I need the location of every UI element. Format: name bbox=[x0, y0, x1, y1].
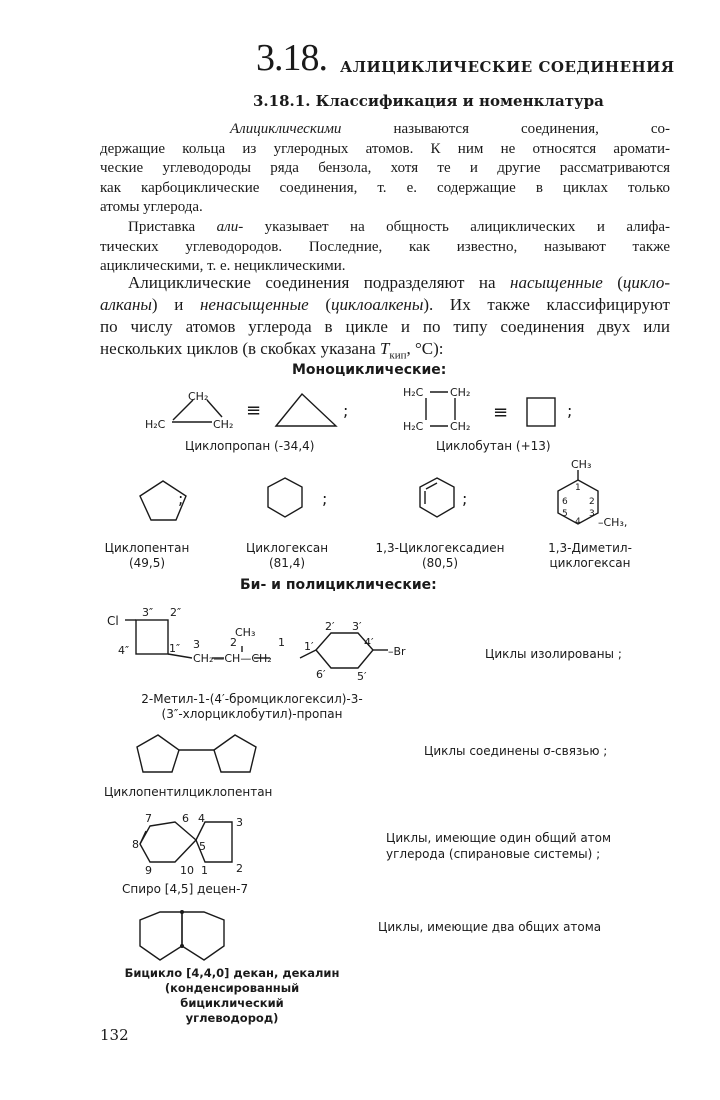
para3-term-cycloalkenes: циклоалкены bbox=[331, 295, 424, 314]
para2-line3: ациклическими, т. е. нециклическими. bbox=[100, 258, 346, 274]
cyclopentane-bp: (49,5) bbox=[128, 556, 166, 570]
cp-bond-right bbox=[207, 400, 222, 417]
para3-line1-pre: Алициклические соединения подразделяют на bbox=[128, 273, 511, 292]
ex1-cl: Cl bbox=[107, 614, 119, 628]
ex1-c3pp: 3″ bbox=[142, 606, 154, 619]
ex3-n5: 5 bbox=[199, 840, 206, 853]
dimethylcyclohexane-caption bbox=[535, 541, 645, 571]
cb-equiv: ≡ bbox=[493, 402, 509, 423]
paragraph-1 bbox=[100, 120, 670, 218]
para3-line4-pre: нескольких циклов (в скобках указана bbox=[100, 339, 380, 358]
cb-sep: ; bbox=[567, 401, 573, 420]
cpent-sep: ; bbox=[178, 489, 184, 508]
poly-header: Би- и полициклические: bbox=[240, 577, 437, 593]
para1-line5: атомы углерода. bbox=[100, 199, 203, 215]
ex1-chain: CH₂—CH—CH₂ bbox=[193, 652, 272, 665]
cp-equiv: ≡ bbox=[246, 400, 262, 421]
para3-line2-post: ). Их также классифицируют bbox=[423, 295, 670, 314]
para1-line3: ческие углеводороды ряда бензола, хотя те и другие рассматриваются bbox=[100, 160, 670, 176]
cp-ch2-top: CH₂ bbox=[188, 390, 209, 403]
ex3-n10: 10 bbox=[180, 864, 194, 877]
ex4-ring-left bbox=[140, 912, 182, 960]
ex4-ring-right bbox=[182, 912, 224, 960]
section-title: 3.18.1. Классификация и номенклатура bbox=[253, 92, 604, 110]
chapter-number: 3.18. bbox=[256, 37, 327, 79]
ex3-n7: 7 bbox=[145, 812, 152, 825]
dmch-name-line2: циклогексан bbox=[549, 556, 631, 570]
para2-line1 bbox=[100, 218, 670, 238]
ex4-bridge-dot-top bbox=[180, 910, 184, 914]
ex1-c1p: 1′ bbox=[304, 640, 314, 653]
ex1-n1: 1 bbox=[278, 636, 285, 649]
cyclopropane-triangle bbox=[276, 394, 336, 426]
ex1-note: Циклы изолированы ; bbox=[485, 647, 622, 661]
cb-caption: Циклобутан (+13) bbox=[436, 439, 551, 453]
para1-line1-text: называются соединения, со- bbox=[393, 121, 671, 137]
ex1-ch3: CH₃ bbox=[235, 626, 256, 639]
ex3-ring-six bbox=[140, 822, 196, 862]
ex3-n6: 6 bbox=[182, 812, 189, 825]
paragraph-2 bbox=[100, 218, 670, 277]
ex1-caption bbox=[132, 692, 372, 722]
ex3-n2: 2 bbox=[236, 862, 243, 875]
cp-sep: ; bbox=[343, 401, 349, 420]
ex1-c2pp: 2″ bbox=[170, 606, 182, 619]
ex3-double-bond bbox=[140, 831, 146, 844]
para2-line1-pre: Приставка bbox=[128, 219, 217, 235]
ex3-note bbox=[386, 830, 611, 862]
ex3-note-line1: Циклы, имеющие один общий атом bbox=[386, 831, 612, 845]
para3-term-saturated: насыщенные bbox=[510, 273, 603, 292]
cyclohexadiene-double-1 bbox=[426, 483, 437, 489]
ex1-c6p: 6′ bbox=[316, 668, 326, 681]
ex2-caption: Циклопентилциклопентан bbox=[104, 785, 273, 799]
cyclobutane-square bbox=[527, 398, 555, 426]
cyclohexane-ring bbox=[268, 478, 302, 517]
cyclohexane-caption bbox=[232, 541, 342, 571]
ex2-ring-left bbox=[137, 735, 179, 772]
para2-line2: тических углеводородов. Последние, как известно, называют также bbox=[100, 238, 670, 255]
chd-sep: ; bbox=[462, 489, 468, 508]
para3-symbol-t: T bbox=[379, 339, 390, 358]
ex1-c4p: 4′ bbox=[364, 636, 374, 649]
ex3-n3: 3 bbox=[236, 816, 243, 829]
para1-line2: держащие кольца из углеродных атомов. К ним не относятся аромати- bbox=[100, 140, 670, 157]
cyclopentane-name: Циклопентан bbox=[104, 541, 190, 555]
chex-sep: ; bbox=[322, 489, 328, 508]
para3-line4-post: , °C): bbox=[406, 339, 444, 358]
cp-ch2-right: CH₂ bbox=[213, 418, 234, 431]
dmch-num2: 2 bbox=[589, 497, 595, 507]
para3-term-unsaturated: ненасыщенные bbox=[199, 295, 309, 314]
dmch-name-line1: 1,3-Диметил- bbox=[548, 541, 632, 555]
cb-ch2-br: CH₂ bbox=[450, 420, 471, 433]
para3-line3: по числу атомов углерода в цикле и по типу соединения двух или bbox=[100, 317, 670, 336]
para3-term-cyclo: цикло- bbox=[622, 273, 670, 292]
cyclohexadiene-name: 1,3-Циклогексадиен bbox=[375, 541, 505, 555]
ex3-caption: Спиро [4,5] децен-7 bbox=[122, 882, 249, 896]
cyclohexadiene-caption bbox=[370, 541, 510, 571]
ex3-n8: 8 bbox=[132, 838, 139, 851]
cp-caption: Циклопропан (-34,4) bbox=[185, 439, 315, 453]
para1-line1 bbox=[100, 120, 670, 140]
ex4-caption bbox=[112, 966, 352, 1026]
ex2-note: Циклы соединены σ-связью ; bbox=[424, 744, 608, 758]
para2-term: али- bbox=[216, 219, 244, 235]
para2-line1-post: указывает на общность алициклических и алифа- bbox=[243, 219, 670, 235]
para3-line2-mid: ) и bbox=[151, 295, 200, 314]
para3-line2 bbox=[100, 294, 670, 316]
cp-h2c-left: H₂C bbox=[145, 418, 166, 431]
cb-ch2-tr: CH₂ bbox=[450, 386, 471, 399]
ex4-note: Циклы, имеющие два общих атома bbox=[378, 920, 602, 934]
ex1-c2p: 2′ bbox=[325, 620, 335, 633]
para1-line4: как карбоциклические соединения, т. е. содержащие в циклах только bbox=[100, 179, 670, 196]
ex3-n1: 1 bbox=[201, 864, 208, 877]
dmch-num4: 4 bbox=[575, 517, 581, 527]
para3-line2-mid2: ( bbox=[308, 295, 331, 314]
ex1-n3: 3 bbox=[193, 638, 200, 651]
ex1-c1pp: 1″ bbox=[169, 642, 181, 655]
ex3-note-line2: углерода (спирановые системы) ; bbox=[386, 847, 601, 861]
chapter-title: АЛИЦИКЛИЧЕСКИЕ СОЕДИНЕНИЯ bbox=[340, 58, 675, 76]
ex3-n9: 9 bbox=[145, 864, 152, 877]
para1-term: Алициклическими bbox=[230, 121, 342, 137]
dmch-num6: 6 bbox=[562, 497, 568, 507]
para3-line1 bbox=[100, 272, 670, 294]
ex4-bridge-dot-bottom bbox=[180, 944, 184, 948]
mono-header: Моноциклические: bbox=[292, 362, 447, 378]
dmch-num1: 1 bbox=[575, 483, 581, 493]
ex1-name-line2: (3″-хлорциклобутил)-пропан bbox=[161, 707, 343, 721]
cyclopentane-caption bbox=[92, 541, 202, 571]
ex1-c4pp: 4″ bbox=[118, 644, 130, 657]
ex1-c3p: 3′ bbox=[352, 620, 362, 633]
page-number: 132 bbox=[100, 1026, 129, 1044]
ex1-cyclobutane-ring bbox=[136, 620, 168, 654]
dmch-ch3-right: –CH₃, bbox=[598, 516, 628, 529]
cyclohexane-bp: (81,4) bbox=[268, 556, 306, 570]
para3-term-alkanes: алканы bbox=[100, 295, 152, 314]
cyclohexane-name: Циклогексан bbox=[245, 541, 329, 555]
cyclohexadiene-bp: (80,5) bbox=[421, 556, 459, 570]
cb-h2c-tl: H₂C bbox=[403, 386, 424, 399]
ex1-br: –Br bbox=[388, 645, 406, 658]
cp-bond-left bbox=[173, 400, 193, 420]
ex3-n4: 4 bbox=[198, 812, 205, 825]
ex1-name-line1: 2-Метил-1-(4′-бромциклогексил)-3- bbox=[141, 692, 363, 706]
ex1-n2: 2 bbox=[230, 636, 237, 649]
ex4-name-line3: углеводород) bbox=[185, 1011, 279, 1025]
ex2-ring-right bbox=[214, 735, 256, 772]
ex4-name-line2: (конденсированный бициклический bbox=[164, 981, 300, 1010]
para3-line1-post: ( bbox=[602, 273, 623, 292]
ex1-c5p: 5′ bbox=[357, 670, 367, 683]
para3-subscript: кип bbox=[389, 349, 407, 362]
paragraph-3 bbox=[100, 272, 670, 366]
dmch-num5: 5 bbox=[562, 509, 568, 519]
dmch-ch3-top: CH₃ bbox=[571, 458, 592, 471]
cb-h2c-bl: H₂C bbox=[403, 420, 424, 433]
dmch-num3: 3 bbox=[589, 509, 595, 519]
ex4-name-line1: Бицикло [4,4,0] декан, декалин bbox=[124, 966, 340, 980]
